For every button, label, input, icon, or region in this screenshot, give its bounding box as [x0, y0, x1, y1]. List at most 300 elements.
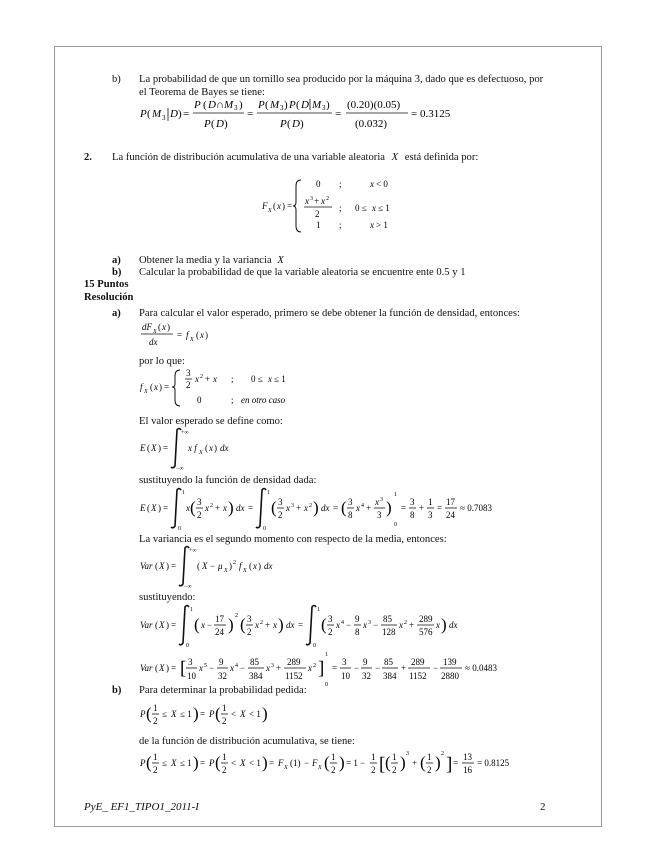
svg-text:x: x	[253, 561, 257, 571]
svg-text:3: 3	[342, 657, 347, 667]
svg-text:=: =	[335, 108, 342, 120]
svg-text:M: M	[224, 99, 234, 111]
svg-text:3: 3	[406, 751, 409, 757]
svg-text:16: 16	[463, 765, 472, 775]
svg-text:): )	[158, 443, 161, 453]
svg-text:(: (	[190, 498, 196, 517]
svg-text:5: 5	[204, 663, 207, 669]
svg-text:= 0.8125: = 0.8125	[477, 758, 510, 768]
svg-text:1: 1	[325, 652, 328, 658]
svg-text:3: 3	[428, 510, 433, 520]
svg-text:85: 85	[384, 657, 393, 667]
svg-text:x: x	[162, 322, 166, 332]
svg-text:2: 2	[222, 716, 227, 726]
svg-text:3: 3	[234, 104, 238, 112]
svg-text:μ: μ	[218, 561, 223, 571]
svg-text:X: X	[268, 208, 272, 214]
svg-text:10: 10	[187, 671, 196, 681]
svg-text:]: ]	[446, 754, 453, 775]
svg-text:): )	[386, 498, 392, 517]
svg-text:3: 3	[410, 497, 415, 507]
svg-text:−: −	[304, 758, 310, 768]
svg-text:): )	[205, 330, 208, 340]
problem-2-var: X	[391, 152, 399, 163]
svg-text:;: ;	[231, 395, 234, 405]
svg-text:2: 2	[222, 765, 227, 775]
svg-text:=: =	[248, 503, 254, 513]
svg-text:x f: x f	[188, 443, 197, 453]
svg-text:P: P	[140, 108, 147, 120]
svg-text:1152: 1152	[285, 671, 303, 681]
svg-text:P: P	[140, 709, 146, 719]
svg-text:(: (	[147, 443, 150, 453]
svg-text:X: X	[318, 765, 322, 771]
svg-text:(: (	[194, 615, 200, 634]
svg-text:8: 8	[410, 510, 415, 520]
svg-text:<: <	[231, 709, 237, 719]
svg-text:1: 1	[428, 497, 433, 507]
svg-text:): )	[166, 620, 169, 630]
svg-text:): )	[239, 99, 243, 111]
svg-text:32: 32	[218, 671, 227, 681]
svg-text:x: x	[205, 503, 209, 513]
svg-text:D: D	[301, 99, 309, 111]
svg-text:X: X	[171, 709, 177, 719]
svg-text:2: 2	[210, 503, 213, 509]
svg-text:2: 2	[441, 751, 444, 757]
svg-text:x: x	[336, 620, 340, 630]
svg-text:Var: Var	[140, 620, 153, 630]
question-a-text: Obtener la media y la variancia X	[139, 255, 284, 266]
part-b-line1: La probabilidad de que un tornillo sea producido por la máquina 3, dado que es defectuoso, por	[139, 74, 544, 85]
svg-text:(: (	[155, 663, 158, 673]
svg-text:3: 3	[162, 114, 166, 122]
svg-text:3: 3	[278, 497, 283, 507]
svg-text:+∞: +∞	[189, 548, 197, 554]
svg-text:≤: ≤	[162, 709, 167, 719]
svg-text:): )	[167, 322, 170, 332]
svg-text:3: 3	[186, 368, 191, 378]
svg-text:1: 1	[394, 492, 397, 498]
svg-text:(: (	[147, 108, 151, 120]
svg-text:x: x	[199, 663, 203, 673]
svg-text:2: 2	[331, 765, 336, 775]
svg-text:(: (	[158, 322, 161, 332]
svg-text:): )	[400, 753, 406, 772]
svg-text:en otro caso: en otro caso	[241, 395, 286, 405]
svg-text:=: =	[437, 503, 443, 513]
svg-text:+: +	[276, 663, 282, 673]
derivative-formula	[140, 320, 240, 353]
svg-text:−∞: −∞	[176, 466, 184, 472]
svg-text:=: =	[183, 108, 190, 120]
svg-text:< 1: < 1	[249, 758, 261, 768]
svg-text:2: 2	[392, 765, 397, 775]
svg-text:): )	[262, 704, 268, 723]
svg-text:(: (	[240, 615, 246, 634]
svg-text:2: 2	[235, 613, 238, 619]
svg-text:=: =	[177, 330, 183, 340]
expect-calc-formula	[140, 486, 520, 533]
svg-text:8: 8	[355, 627, 360, 637]
svg-text:3: 3	[348, 497, 353, 507]
cdf-formula	[262, 176, 402, 239]
svg-text:2: 2	[186, 380, 191, 390]
svg-text:(1): (1)	[290, 758, 301, 768]
svg-text:X: X	[159, 561, 165, 571]
svg-text:(: (	[215, 753, 221, 772]
svg-text:D: D	[170, 108, 178, 120]
svg-text:−: −	[346, 620, 352, 630]
svg-text:): )	[278, 615, 284, 634]
svg-text:−: −	[433, 663, 439, 673]
svg-text:10: 10	[341, 671, 350, 681]
svg-text:X: X	[144, 389, 148, 395]
svg-text:x: x	[375, 497, 379, 507]
svg-text:): )	[282, 201, 285, 211]
svg-text:0: 0	[178, 526, 181, 532]
solution-a-label: a)	[112, 308, 121, 319]
svg-text:+: +	[419, 503, 425, 513]
svg-text:(: (	[203, 99, 207, 111]
svg-text:2: 2	[315, 209, 320, 219]
svg-text:2: 2	[371, 765, 376, 775]
svg-text:): )	[326, 99, 330, 111]
svg-text:x: x	[304, 503, 308, 513]
svg-text:): )	[284, 99, 288, 111]
svg-text:(: (	[385, 753, 391, 772]
svg-text:x: x	[308, 663, 312, 673]
svg-text:1: 1	[267, 490, 270, 496]
svg-text:(: (	[147, 503, 150, 513]
svg-text:): )	[313, 498, 319, 517]
expect-def-text: El valor esperado se define como:	[139, 416, 283, 427]
svg-text:4: 4	[361, 503, 364, 509]
svg-text:dx: dx	[236, 503, 245, 513]
svg-text:(: (	[296, 99, 300, 111]
svg-text:): )	[228, 498, 234, 517]
svg-text:−: −	[209, 663, 215, 673]
svg-text:24: 24	[215, 627, 224, 637]
svg-text:dF: dF	[142, 322, 152, 332]
svg-text:(0.032): (0.032)	[355, 118, 388, 130]
svg-text:289: 289	[411, 657, 425, 667]
svg-text:0: 0	[186, 643, 189, 649]
svg-text:x: x	[363, 620, 367, 630]
svg-text:+: +	[314, 196, 320, 206]
svg-text:=: =	[164, 382, 170, 392]
svg-text:[: [	[379, 754, 386, 775]
svg-text:): )	[258, 561, 261, 571]
svg-text:P: P	[140, 758, 146, 768]
svg-text:17: 17	[215, 614, 224, 624]
svg-text:): )	[300, 118, 304, 130]
svg-text:24: 24	[446, 510, 455, 520]
por-lo-que-text: por lo que:	[139, 356, 185, 367]
svg-text:+: +	[401, 663, 407, 673]
svg-text:3: 3	[271, 663, 274, 669]
svg-text:∩: ∩	[216, 99, 224, 111]
svg-text:1: 1	[331, 752, 336, 762]
bayes-formula	[140, 96, 540, 141]
problem-2-number: 2.	[84, 152, 92, 163]
svg-text:2: 2	[326, 196, 329, 202]
svg-text:X: X	[284, 765, 288, 771]
svg-text:576: 576	[419, 627, 433, 637]
question-b-text: Calcular la probabilidad de que la variable aleatoria se encuentre ente 0.5 y 1	[139, 267, 466, 278]
svg-text:X: X	[159, 663, 165, 673]
svg-text:=: =	[298, 620, 304, 630]
svg-text:1: 1	[153, 752, 158, 762]
svg-text:13: 13	[463, 752, 472, 762]
svg-text:X: X	[151, 503, 157, 513]
svg-text:=: =	[269, 758, 275, 768]
svg-text:X: X	[240, 709, 246, 719]
svg-text:D: D	[216, 118, 224, 130]
svg-text:1: 1	[190, 607, 193, 613]
svg-text:< 0: < 0	[376, 179, 388, 189]
svg-text:4: 4	[341, 620, 344, 626]
svg-text:1: 1	[182, 490, 185, 496]
svg-text:2880: 2880	[441, 671, 459, 681]
svg-text:M: M	[270, 99, 280, 111]
svg-text:x: x	[209, 443, 213, 453]
svg-text:(: (	[150, 382, 153, 392]
svg-text:2: 2	[404, 620, 407, 626]
variance-def-formula	[140, 544, 310, 591]
svg-text:> 1: > 1	[376, 220, 388, 230]
svg-text:−: −	[240, 663, 246, 673]
svg-text:=: =	[163, 443, 169, 453]
svg-text:(: (	[155, 561, 158, 571]
svg-text:−: −	[210, 561, 216, 571]
svg-text:): )	[441, 615, 447, 634]
svg-text:=: =	[453, 758, 459, 768]
svg-text:f: f	[186, 330, 189, 340]
svg-text:): )	[166, 561, 169, 571]
part-b-label: b)	[112, 74, 121, 85]
svg-text:=: =	[287, 201, 293, 211]
svg-text:x: x	[286, 503, 290, 513]
question-b-label: b)	[112, 267, 122, 278]
svg-text:(: (	[341, 498, 347, 517]
svg-text:(: (	[321, 615, 327, 634]
svg-text:dx: dx	[220, 443, 229, 453]
svg-text:x: x	[266, 663, 270, 673]
svg-text:+: +	[215, 503, 221, 513]
svg-text:1: 1	[316, 220, 321, 230]
svg-text:32: 32	[362, 671, 371, 681]
svg-text:f: f	[140, 382, 143, 392]
svg-text:M: M	[152, 108, 162, 120]
svg-text:9: 9	[363, 657, 368, 667]
svg-text:8: 8	[348, 510, 353, 520]
svg-text:3: 3	[280, 104, 284, 112]
svg-text:0 ≤: 0 ≤	[355, 203, 367, 213]
svg-text:= 1 −: = 1 −	[346, 758, 366, 768]
svg-text:(: (	[324, 753, 330, 772]
svg-text:−: −	[354, 663, 360, 673]
result-formula	[140, 745, 540, 784]
svg-text:Var: Var	[140, 561, 153, 571]
svg-text:P: P	[209, 758, 215, 768]
svg-text:−: −	[207, 620, 213, 630]
svg-text:1: 1	[371, 752, 376, 762]
svg-text:3: 3	[377, 510, 382, 520]
svg-text:Var: Var	[140, 663, 153, 673]
svg-text:=: =	[171, 561, 177, 571]
solution-a-intro: Para calcular el valor esperado, primero se debe obtener la función de densidad, entonces:	[139, 308, 520, 319]
svg-text:x: x	[436, 620, 440, 630]
svg-text:+: +	[412, 758, 418, 768]
svg-text:X: X	[240, 758, 246, 768]
svg-text:(: (	[273, 201, 276, 211]
svg-text:1: 1	[153, 703, 158, 713]
svg-text:(: (	[197, 561, 200, 571]
svg-text:x: x	[399, 620, 403, 630]
svg-text:289: 289	[419, 614, 433, 624]
svg-text:X: X	[224, 568, 228, 574]
svg-text:): )	[159, 382, 162, 392]
svg-text:x: x	[372, 203, 376, 213]
svg-text:X: X	[199, 450, 203, 456]
svg-text:0: 0	[197, 395, 202, 405]
svg-text:3: 3	[247, 614, 252, 624]
svg-text:F: F	[262, 201, 268, 211]
svg-text:< 1: < 1	[249, 709, 261, 719]
svg-text:=: =	[401, 503, 407, 513]
footer-page-number: 2	[540, 801, 546, 813]
svg-text:(: (	[155, 620, 158, 630]
svg-text:2: 2	[153, 765, 158, 775]
svg-text:E: E	[140, 443, 146, 453]
svg-text:x: x	[223, 503, 227, 513]
svg-text:≤ 1: ≤ 1	[378, 203, 390, 213]
svg-text:f: f	[239, 561, 242, 571]
svg-text:[: [	[180, 658, 187, 679]
resolucion-heading: Resolución	[84, 292, 134, 303]
svg-text:X: X	[190, 337, 194, 343]
svg-text:1152: 1152	[409, 671, 427, 681]
svg-text:(: (	[205, 443, 208, 453]
svg-text:+: +	[366, 503, 372, 513]
svg-text:−∞: −∞	[184, 584, 192, 590]
svg-text:x: x	[201, 620, 205, 630]
svg-text:P: P	[204, 118, 211, 130]
svg-text:(: (	[287, 118, 291, 130]
svg-text:): )	[262, 753, 268, 772]
svg-text:3: 3	[380, 497, 383, 503]
svg-text:=: =	[200, 709, 206, 719]
svg-text:x: x	[321, 196, 325, 206]
question-a-label: a)	[112, 255, 121, 266]
svg-text:128: 128	[382, 627, 396, 637]
svg-text:<: <	[231, 758, 237, 768]
svg-text:;: ;	[231, 374, 234, 384]
svg-text:x: x	[268, 374, 272, 384]
svg-text:≤ 1: ≤ 1	[274, 374, 286, 384]
svg-text:x: x	[273, 620, 277, 630]
svg-text:85: 85	[250, 657, 259, 667]
svg-text:D: D	[292, 118, 300, 130]
svg-text:): )	[158, 503, 161, 513]
sustituyendo-text: sustituyendo:	[139, 592, 196, 603]
probability-formula	[140, 697, 300, 734]
svg-text:X: X	[243, 568, 247, 574]
part-b-line2: el Teorema de Bayes se tiene:	[139, 87, 265, 98]
svg-text:0: 0	[316, 179, 321, 189]
svg-text:]: ]	[318, 658, 325, 679]
svg-text:dx: dx	[286, 620, 295, 630]
svg-text:dx: dx	[264, 561, 273, 571]
svg-text:P: P	[289, 99, 296, 111]
svg-text:384: 384	[249, 671, 263, 681]
svg-text:X: X	[153, 329, 157, 335]
svg-text:1: 1	[317, 607, 320, 613]
svg-text:+: +	[265, 620, 271, 630]
svg-text:;: ;	[339, 220, 342, 230]
svg-text:0: 0	[394, 522, 397, 528]
svg-text:2: 2	[260, 620, 263, 626]
svg-text:2: 2	[247, 627, 252, 637]
solution-b-label: b)	[112, 685, 122, 696]
svg-text:x: x	[305, 196, 309, 206]
substituting-text: sustituyendo la función de densidad dada:	[139, 475, 317, 486]
svg-text:= 0.3125: = 0.3125	[411, 108, 451, 120]
svg-text:x: x	[213, 374, 217, 384]
svg-text:2: 2	[328, 627, 333, 637]
svg-text:X: X	[159, 620, 165, 630]
svg-text:;: ;	[339, 179, 342, 189]
svg-text:dx: dx	[449, 620, 458, 630]
svg-text:): )	[193, 704, 199, 723]
svg-text:(: (	[215, 704, 221, 723]
svg-text:1: 1	[392, 752, 397, 762]
svg-text:=: =	[247, 108, 254, 120]
svg-text:2: 2	[233, 560, 236, 566]
svg-text:X: X	[151, 443, 157, 453]
svg-text:≤ 1: ≤ 1	[180, 758, 192, 768]
svg-text:): )	[166, 663, 169, 673]
svg-text:9: 9	[219, 657, 224, 667]
svg-text:=: =	[200, 758, 206, 768]
svg-text:2: 2	[153, 716, 158, 726]
svg-text:2: 2	[313, 663, 316, 669]
svg-text:E: E	[140, 503, 146, 513]
svg-text:(: (	[249, 561, 252, 571]
svg-text:(: (	[265, 99, 269, 111]
svg-text:): )	[193, 753, 199, 772]
svg-text:M: M	[312, 99, 322, 111]
svg-text:384: 384	[383, 671, 397, 681]
svg-text:+: +	[205, 374, 211, 384]
svg-text:1: 1	[222, 752, 227, 762]
svg-text:=: =	[333, 503, 339, 513]
svg-text:0: 0	[325, 682, 328, 688]
svg-text:289: 289	[287, 657, 301, 667]
svg-text:P: P	[209, 709, 215, 719]
svg-text:P: P	[258, 99, 265, 111]
svg-text:=: =	[171, 663, 177, 673]
svg-text:x: x	[370, 179, 374, 189]
svg-text:≈ 0.7083: ≈ 0.7083	[460, 503, 492, 513]
svg-text:X: X	[202, 561, 208, 571]
svg-text:0 ≤: 0 ≤	[251, 374, 263, 384]
svg-text:0: 0	[263, 526, 266, 532]
svg-text:): )	[224, 118, 228, 130]
svg-text:P: P	[194, 99, 201, 111]
svg-text:2: 2	[427, 765, 432, 775]
